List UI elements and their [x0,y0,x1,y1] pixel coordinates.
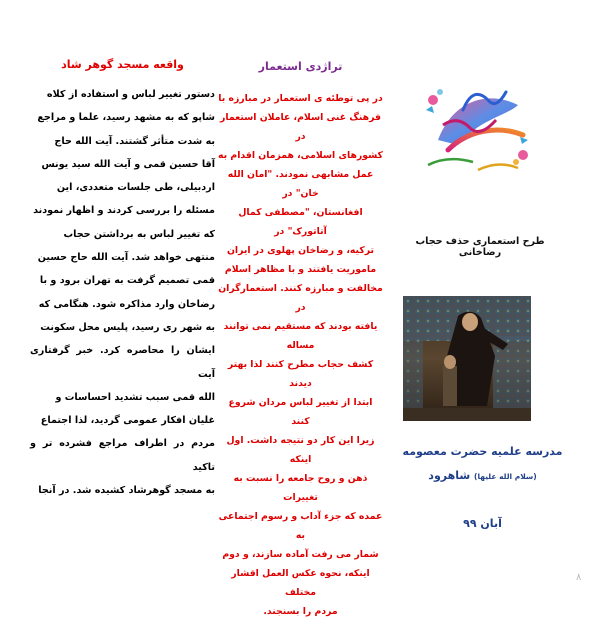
bismillah-logo [418,70,538,180]
text-line: ایشان را محاصره کرد. خبر گرفتاری آیت [30,345,215,380]
text-line: اردبیلی، طی جلسات متعددی، این [56,182,215,194]
middle-column-body [218,89,383,621]
left-column [30,58,215,502]
text-line: مردم را بسنجند. [263,606,338,617]
text-line: افغانستان، "مصطفی کمال آتاتورک" در [238,207,363,237]
text-line: قمی تصمیم گرفت به تهران برود و با [39,275,215,287]
text-line: رضاخان وارد مذاکره شود. هنگامی که [38,298,215,310]
text-line: به شدت متأثر گشتند. آیت الله حاج [54,135,215,147]
text-line: عمده که جزء آداب و رسوم اجتماعی به [218,511,383,541]
text-line: الله قمی سبب تشدید احساسات و [55,391,215,403]
text-line: در پی توطئه ی استعمار در مبارزه با [218,93,383,104]
text-line: ذهن و روح جامعه را نسبت به تغییرات [233,473,368,503]
text-line: اینکه، نحوه عکس العمل اقشار مختلف [231,568,370,598]
text-line: شاپو که به مشهد رسید، علما و مراجع [37,112,215,124]
middle-column [218,60,383,621]
text-line: که تغییر لباس به برداشتن حجاب [63,228,215,240]
text-line: ترکیه، و رضاخان پهلوی در ایران [226,245,375,256]
subject-heading: طرح استعماری حذف حجاب رضاخانی [415,236,545,258]
left-column-title: واقعه مسجد گوهر شاد [61,58,184,71]
middle-column-title: تراژدی استعمار [258,60,343,73]
text-line: منتهی خواهد شد. آیت الله حاج حسین [37,252,215,264]
page-number: ۸ [576,572,582,583]
text-line: زیرا این کار دو نتیجه داشت. اول اینکه [226,435,375,465]
school-name [400,440,565,489]
text-line: دستور تغییر لباس و استفاده از کلاه [46,89,215,100]
text-line: کشورهای اسلامی، همزمان اقدام به [218,150,383,161]
publication-date: آبان ۹۹ [463,517,502,530]
text-line: یافته بودند که مستقیم نمی توانند مساله [223,321,378,351]
school-honorific: (سلام الله علیها) [474,472,537,481]
text-line: عمل مشابهی نمودند. "امان الله خان" در [227,169,374,199]
text-line: ابتدا از تغییر لباس مردان شروع کنند [228,397,373,427]
text-line: مخالفت و مبارزه کنند. استعمارگران در [218,283,383,313]
text-line: به شهر ری رسید، پلیس محل سکونت [40,321,215,333]
text-line: به مسجد گوهرشاد کشیده شد. در آنجا [38,485,215,497]
text-line: مردم در اطراف مراجع فشرده تر و تاکید [30,438,215,473]
text-line: کشف حجاب مطرح کنند لذا بهتر دیدند [227,359,374,389]
text-line: شمار می رفت آماده سازند، و دوم [222,549,379,560]
text-line: ماموریت یافتند و با مظاهر اسلام [224,264,377,275]
text-line: فرهنگ غنی اسلام، عاملان استعمار در [220,112,381,142]
text-line: آقا حسین قمی و آیت الله سید یونس [41,158,215,170]
school-name-text: مدرسه علمیه حضرت معصومه [402,445,563,458]
text-line: مسئله را بررسی کردند و اظهار نمودند [33,205,215,217]
left-column-body [30,83,215,502]
school-city: شاهرود [428,469,471,482]
historical-photo [403,296,531,421]
text-line: غلیان افکار عمومی گردید، لذا اجتماع [40,415,215,427]
